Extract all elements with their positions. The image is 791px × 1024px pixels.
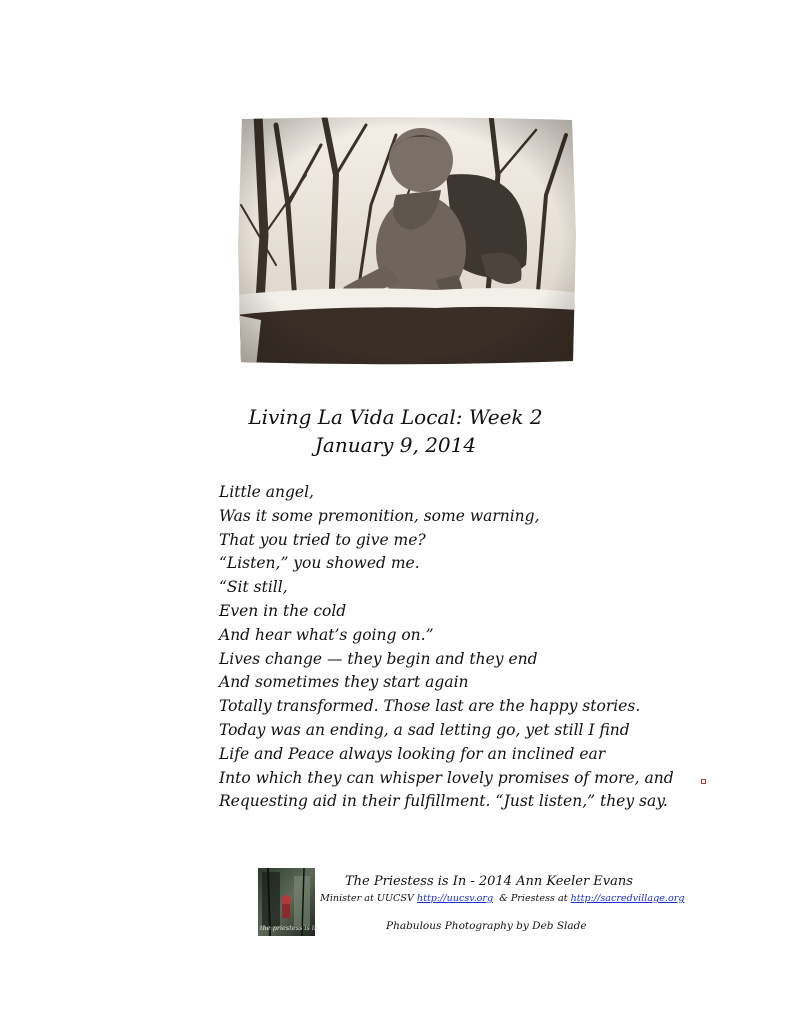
poem-line: Little angel, <box>219 483 314 501</box>
uucsv-link[interactable]: http://uucsv.org <box>416 893 494 904</box>
poem <box>219 481 719 814</box>
thumbnail-caption: the priestess is in <box>260 924 319 932</box>
footer-credit: The Priestess is In - 2014 Ann Keeler Evans <box>345 874 633 889</box>
poem-line: Was it some premonition, some warning, <box>219 506 540 525</box>
poem-line: Today was an ending, a sad letting go, yet still I find <box>219 720 630 739</box>
poem-line: And sometimes they start again <box>219 673 469 692</box>
poem-line: Lives change — they begin and they end <box>219 649 538 668</box>
poem-line: “Sit still, <box>219 578 288 597</box>
poem-line: Requesting aid in their fulfillment. “Just listen,” they say. <box>219 792 668 811</box>
sacredvillage-link[interactable]: http://sacredvillage.org <box>570 893 685 904</box>
footer-affiliation <box>320 893 684 904</box>
poem-line: And hear what’s going on.” <box>219 625 434 644</box>
poem-line: That you tried to give me? <box>219 530 426 549</box>
poem-line: “Listen,” you showed me. <box>219 554 420 573</box>
document-title: Living La Vida Local: Week 2 <box>248 405 543 429</box>
poem-line: Even in the cold <box>219 601 347 620</box>
annotation-marker-icon[interactable] <box>701 779 706 784</box>
cherub-photo <box>236 115 578 367</box>
poem-line: Life and Peace always looking for an inclined ear <box>219 744 606 763</box>
poem-line: Into which they can whisper lovely promises of more, and <box>219 768 674 787</box>
priestess-thumbnail <box>258 868 319 936</box>
affiliation-middle: & Priestess at <box>493 893 571 904</box>
photo-credit: Phabulous Photography by Deb Slade <box>386 920 587 932</box>
document-date: January 9, 2014 <box>314 433 477 457</box>
affiliation-prefix: Minister at UUCSV <box>320 893 417 904</box>
poem-line: Totally transformed. Those last are the happy stories. <box>219 697 641 716</box>
